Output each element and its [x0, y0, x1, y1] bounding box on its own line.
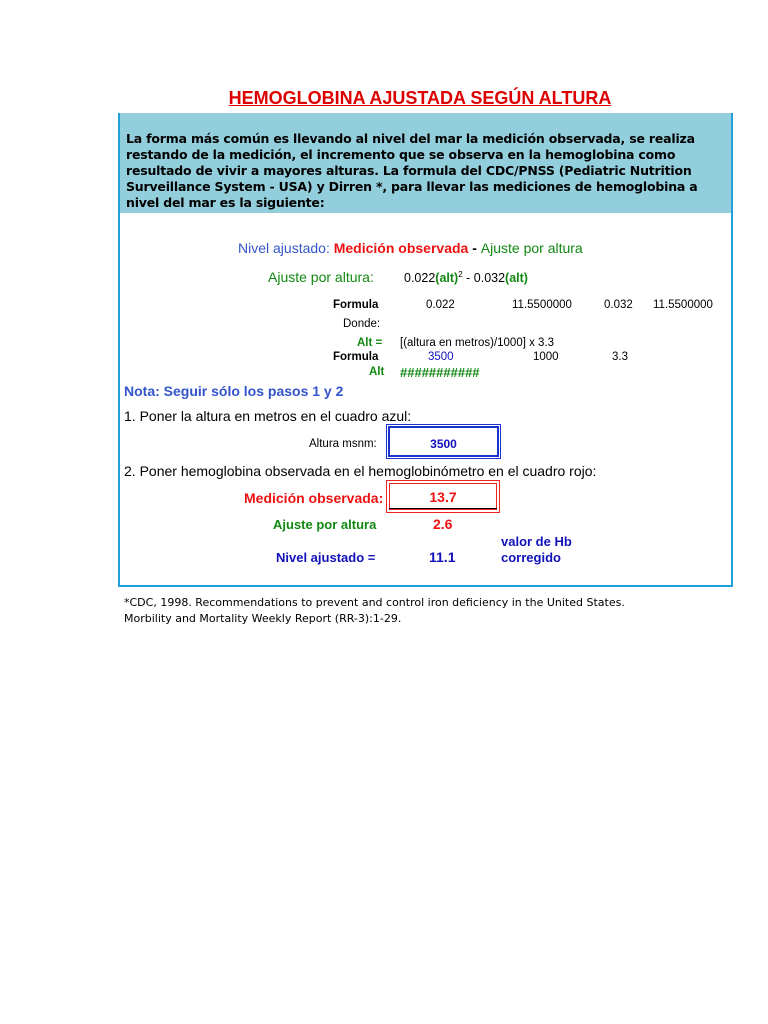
formula2-v2: 1000 — [533, 351, 559, 363]
donde-label: Donde: — [343, 318, 381, 330]
ajuste-result-value: 2.6 — [433, 516, 453, 532]
formula-v4: 11.5500000 — [653, 299, 713, 311]
ajuste-formula-label: Ajuste por altura: — [268, 269, 374, 285]
intro-box — [118, 113, 733, 213]
medicion-value: 13.7 — [429, 489, 457, 505]
step1: 1. Poner la altura en metros en el cuadro azul: — [124, 408, 412, 424]
altura-value: 3500 — [430, 437, 457, 451]
equation-medicion: Medición observada — [333, 240, 469, 256]
ajuste-result-label: Ajuste por altura — [273, 517, 377, 532]
medicion-input[interactable] — [389, 483, 497, 510]
nivel-value: 11.1 — [429, 549, 456, 565]
intro-text: La forma más común es llevando al nivel del mar la medición observada, se realiza restando de la medición, el incremento que se observa en la hemoglobina como resultado de vivir a mayores alturas. La formula del CDC/PNSS (Pediatric Nutrition Surveillance System - USA) y Dirren *, para llevar las mediciones de hemoglobina a nivel del mar es la siguiente: — [126, 131, 698, 210]
medicion-underline — [389, 508, 497, 509]
nivel-label: Nivel ajustado = — [276, 550, 376, 565]
formula2-label: Formula — [333, 351, 379, 363]
ajuste-formula — [404, 270, 528, 285]
formula-label: Formula — [333, 299, 379, 311]
equation-colon: : — [325, 240, 330, 256]
altura-label: Altura msnm: — [309, 438, 377, 450]
ajuste-alt1: (alt) — [435, 271, 459, 286]
formula-v2: 11.5500000 — [512, 299, 572, 311]
formula-v3: 0.032 — [604, 299, 633, 311]
alt-expression: [(altura en metros)/1000] x 3.3 — [400, 337, 555, 349]
ajuste-alt2: (alt) — [505, 271, 528, 286]
ajuste-part2: - 0.032 — [462, 271, 506, 286]
equation-minus: - — [468, 240, 481, 256]
equation-line — [238, 240, 583, 256]
formula2-v3: 3.3 — [612, 351, 628, 363]
nivel-note-1: valor de Hb — [501, 534, 572, 549]
page-title: HEMOGLOBINA AJUSTADA SEGÚN ALTURA — [228, 88, 612, 108]
equation-ajuste: Ajuste por altura — [480, 240, 583, 256]
alt-label: Alt — [369, 366, 385, 378]
footnote-line-2: Morbility and Mortality Weekly Report (RR-3):1-29. — [124, 612, 402, 625]
equation-nivel: Nivel ajustado — [238, 240, 326, 256]
formula2-v1: 3500 — [428, 351, 454, 363]
altura-input[interactable] — [388, 426, 499, 457]
alt-value: ########### — [400, 365, 480, 380]
formula-v1: 0.022 — [426, 299, 455, 311]
nivel-note-2: corregido — [501, 550, 561, 565]
ajuste-sup: 2 — [458, 270, 463, 279]
nota: Nota: Seguir sólo los pasos 1 y 2 — [124, 383, 344, 399]
footnote-line-1: *CDC, 1998. Recommendations to prevent and control iron deficiency in the United States. — [124, 596, 625, 609]
step2: 2. Poner hemoglobina observada en el hemoglobinómetro en el cuadro rojo: — [124, 463, 597, 479]
ajuste-part1: 0.022 — [404, 271, 436, 286]
medicion-label: Medición observada: — [244, 490, 384, 506]
alt-eq-label: Alt = — [357, 337, 383, 349]
